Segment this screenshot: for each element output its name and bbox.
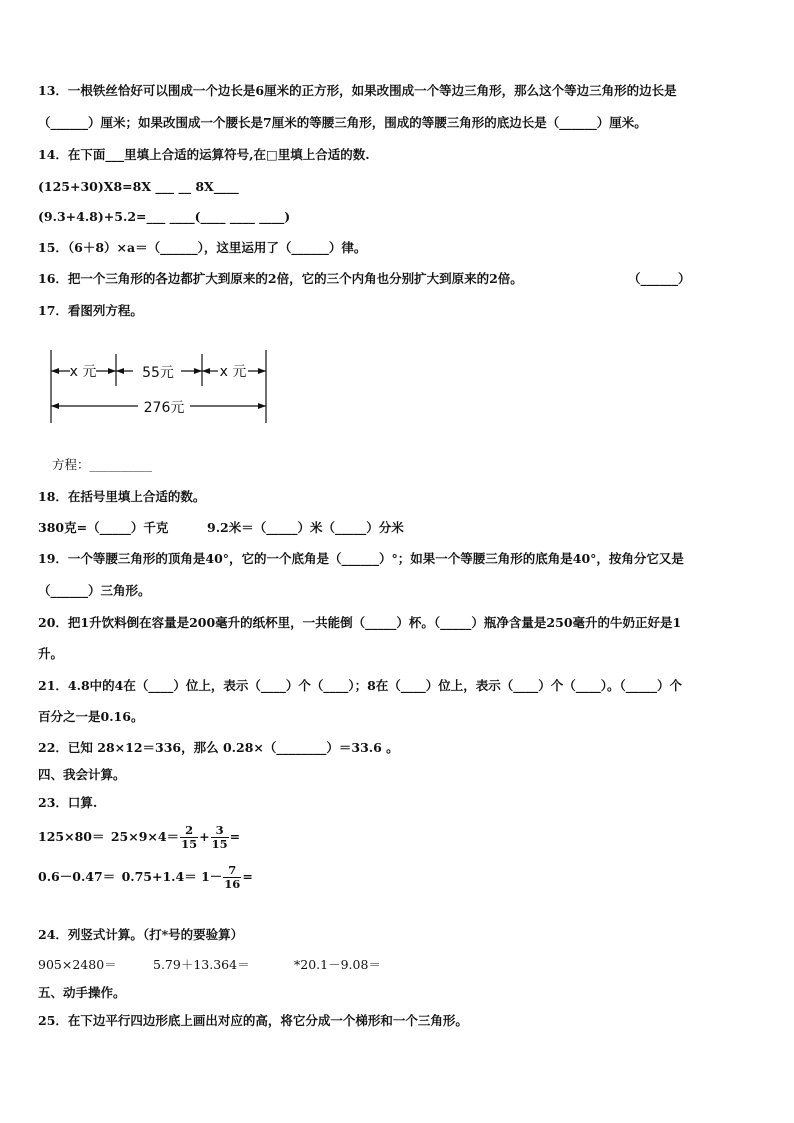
q16-text: 16．把一个三角形的各边都扩大到原来的2倍，它的三个内角也分别扩大到原来的2倍。 xyxy=(38,271,523,286)
q23-fraction-2 xyxy=(211,824,229,851)
fraction-denominator: 15 xyxy=(211,837,228,851)
q22-text: 22．已知 28×12＝336，那么 0.28×（________）＝33.6 。 xyxy=(38,740,399,755)
q17-title: 17．看图列方程。 xyxy=(38,303,143,318)
q14-expression-1: (125+30)X8=8X ___ __ 8X____ xyxy=(38,179,239,194)
q14-expression-2: (9.3+4.8)+5.2=___ ____(____ ____ ____) xyxy=(38,209,291,224)
q17-equation-blank: __________ xyxy=(89,457,153,472)
plus-sign: + xyxy=(199,829,210,844)
q23-item-b: 25×9×4＝ xyxy=(110,829,180,844)
q13-line-1: 13．一根铁丝恰好可以围成一个边长是6厘米的正方形，如果改围成一个等边三角形，那么这个等边三角形的边长是 xyxy=(38,83,677,98)
q19-line-2: （______）三角形。 xyxy=(38,583,151,598)
segment-label-total: 276元 xyxy=(143,400,185,416)
q20-line-1: 20．把1升饮料倒在容量是200毫升的纸杯里，一共能倒（_____）杯。（_____）瓶净含量是250毫升的牛奶正好是1 xyxy=(38,615,682,630)
q23-item-a: 125×80＝ xyxy=(38,829,105,844)
q21-line-2: 百分之一是0.16。 xyxy=(38,709,144,724)
q23-item-d: 0.6－0.47＝ xyxy=(38,869,116,884)
q18-title: 18．在括号里填上合适的数。 xyxy=(38,489,206,504)
q17-equation-label: 方程： xyxy=(52,457,90,472)
q19-line-1: 19．一个等腰三角形的顶角是40°，它的一个底角是（______）°；如果一个等腰三角形的底角是40°，按角分它又是 xyxy=(38,551,684,566)
fraction-denominator: 15 xyxy=(181,837,198,851)
q14-title: 14．在下面___里填上合适的运算符号,在□里填上合适的数. xyxy=(38,147,370,162)
q23-title: 23．口算. xyxy=(38,795,98,810)
q18-part-2: 9.2米＝（_____）米（_____）分米 xyxy=(207,520,404,535)
q25-text: 25．在下边平行四边形底上画出对应的高，将它分成一个梯形和一个三角形。 xyxy=(38,1013,468,1028)
q23-fraction-3 xyxy=(223,864,241,891)
q15-text: 15．（6＋8）×a＝（______），这里运用了（______）律。 xyxy=(38,240,367,255)
q24-item-a: 905×2480＝ xyxy=(38,957,117,972)
fraction-numerator: 7 xyxy=(223,864,241,878)
segment-label-middle: 55元 xyxy=(142,365,174,381)
q17-equation-row xyxy=(52,456,152,474)
q23-fraction-1 xyxy=(180,824,198,851)
equals-sign: = xyxy=(229,829,241,844)
equals-sign: = xyxy=(242,869,253,884)
q18-part-1: 380克=（_____）千克 xyxy=(38,520,169,535)
section-4-title: 四、我会计算。 xyxy=(38,767,126,782)
q16-answer-blank: （______） xyxy=(628,271,691,286)
segment-label-right: x 元 xyxy=(219,364,247,380)
q24-item-b: 5.79＋13.364＝ xyxy=(153,957,250,972)
q20-line-2: 升。 xyxy=(38,646,64,661)
q24-title: 24．列竖式计算。（打*号的要验算） xyxy=(38,927,244,942)
q23-row-1 xyxy=(38,822,240,852)
q23-item-e: 0.75+1.4＝ xyxy=(121,869,197,884)
q21-line-1: 21．4.8中的4在（____）位上，表示（____）个（____）；8在（____）位上，表示（____）个（____）。（_____）个 xyxy=(38,678,683,693)
q23-row-2 xyxy=(38,862,253,892)
q23-item-f-prefix: 1－ xyxy=(201,869,223,884)
fraction-numerator: 2 xyxy=(180,824,198,838)
q13-line-2: （______）厘米；如果改围成一个腰长是7厘米的等腰三角形，围成的等腰三角形的底边长是（______）厘米。 xyxy=(38,115,647,130)
q24-item-c: *20.1－9.08＝ xyxy=(294,957,381,972)
fraction-numerator: 3 xyxy=(211,824,229,838)
section-5-title: 五、动手操作。 xyxy=(38,985,126,1000)
segment-label-left: x 元 xyxy=(69,364,97,380)
q17-segment-diagram xyxy=(40,345,280,430)
fraction-denominator: 16 xyxy=(224,877,241,891)
